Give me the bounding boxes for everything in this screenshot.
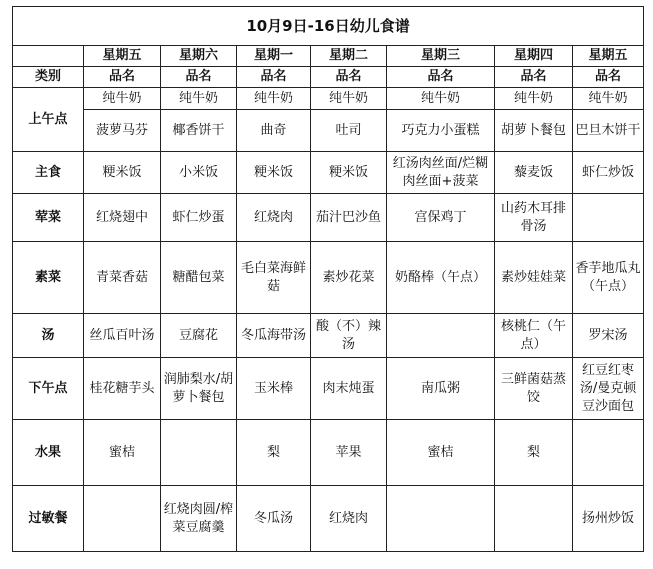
menu-cell: 梨 bbox=[495, 420, 573, 486]
menu-cell: 纯牛奶 bbox=[495, 88, 573, 110]
item-label: 品名 bbox=[161, 67, 237, 88]
menu-cell: 曲奇 bbox=[237, 110, 311, 152]
menu-cell: 山药木耳排骨汤 bbox=[495, 194, 573, 242]
category-cell: 主食 bbox=[13, 152, 84, 194]
menu-cell bbox=[161, 420, 237, 486]
menu-cell: 润肺梨水/胡萝卜餐包 bbox=[161, 358, 237, 420]
item-label: 品名 bbox=[387, 67, 495, 88]
category-cell: 过敏餐 bbox=[13, 486, 84, 552]
category-cell: 素菜 bbox=[13, 242, 84, 314]
menu-row-staple bbox=[13, 152, 644, 194]
menu-cell: 纯牛奶 bbox=[161, 88, 237, 110]
menu-cell: 小米饭 bbox=[161, 152, 237, 194]
menu-cell: 粳米饭 bbox=[84, 152, 161, 194]
menu-cell: 扬州炒饭 bbox=[573, 486, 644, 552]
menu-cell: 冬瓜汤 bbox=[237, 486, 311, 552]
menu-cell: 肉末炖蛋 bbox=[311, 358, 387, 420]
category-cell: 汤 bbox=[13, 314, 84, 358]
menu-cell: 巴旦木饼干 bbox=[573, 110, 644, 152]
menu-cell: 纯牛奶 bbox=[573, 88, 644, 110]
menu-cell: 玉米棒 bbox=[237, 358, 311, 420]
menu-cell: 菠萝马芬 bbox=[84, 110, 161, 152]
menu-cell bbox=[573, 420, 644, 486]
menu-cell: 酸（不）辣汤 bbox=[311, 314, 387, 358]
menu-cell: 胡萝卜餐包 bbox=[495, 110, 573, 152]
menu-title: 10月9日-16日幼儿食谱 bbox=[13, 7, 644, 46]
menu-row-afternoon-snack bbox=[13, 358, 644, 420]
menu-cell: 糖醋包菜 bbox=[161, 242, 237, 314]
day-header: 星期三 bbox=[387, 46, 495, 67]
day-header: 星期六 bbox=[161, 46, 237, 67]
menu-cell: 虾仁炒蛋 bbox=[161, 194, 237, 242]
menu-cell bbox=[387, 314, 495, 358]
label-header-row bbox=[13, 67, 644, 88]
menu-row-morning-snack-food bbox=[13, 110, 644, 152]
day-header: 星期五 bbox=[84, 46, 161, 67]
menu-cell: 茄汁巴沙鱼 bbox=[311, 194, 387, 242]
menu-cell: 虾仁炒饭 bbox=[573, 152, 644, 194]
day-header: 星期五 bbox=[573, 46, 644, 67]
item-label: 品名 bbox=[573, 67, 644, 88]
menu-cell: 奶酪棒（午点） bbox=[387, 242, 495, 314]
menu-cell: 藜麦饭 bbox=[495, 152, 573, 194]
menu-row-morning-snack bbox=[13, 88, 644, 110]
menu-cell: 青菜香菇 bbox=[84, 242, 161, 314]
menu-cell: 纯牛奶 bbox=[311, 88, 387, 110]
menu-cell: 纯牛奶 bbox=[387, 88, 495, 110]
menu-cell: 素炒花菜 bbox=[311, 242, 387, 314]
menu-cell: 红烧肉 bbox=[237, 194, 311, 242]
menu-cell: 香芋地瓜丸（午点） bbox=[573, 242, 644, 314]
menu-cell: 冬瓜海带汤 bbox=[237, 314, 311, 358]
menu-table bbox=[12, 6, 644, 552]
menu-cell: 红豆红枣汤/曼克顿豆沙面包 bbox=[573, 358, 644, 420]
item-label: 品名 bbox=[84, 67, 161, 88]
menu-cell: 桂花糖芋头 bbox=[84, 358, 161, 420]
menu-cell: 核桃仁（午点） bbox=[495, 314, 573, 358]
menu-row-meat bbox=[13, 194, 644, 242]
menu-cell: 吐司 bbox=[311, 110, 387, 152]
menu-cell: 豆腐花 bbox=[161, 314, 237, 358]
menu-cell: 南瓜粥 bbox=[387, 358, 495, 420]
menu-cell: 丝瓜百叶汤 bbox=[84, 314, 161, 358]
menu-cell: 素炒娃娃菜 bbox=[495, 242, 573, 314]
menu-cell: 宫保鸡丁 bbox=[387, 194, 495, 242]
corner-cell bbox=[13, 46, 84, 67]
menu-cell: 罗宋汤 bbox=[573, 314, 644, 358]
menu-cell bbox=[387, 486, 495, 552]
menu-row-vegetable bbox=[13, 242, 644, 314]
day-header: 星期四 bbox=[495, 46, 573, 67]
menu-cell: 毛白菜海鲜菇 bbox=[237, 242, 311, 314]
item-label: 品名 bbox=[237, 67, 311, 88]
menu-cell: 红汤肉丝面/烂糊肉丝面+菠菜 bbox=[387, 152, 495, 194]
menu-cell: 蜜桔 bbox=[387, 420, 495, 486]
menu-cell: 蜜桔 bbox=[84, 420, 161, 486]
category-cell: 水果 bbox=[13, 420, 84, 486]
day-header: 星期二 bbox=[311, 46, 387, 67]
category-cell: 下午点 bbox=[13, 358, 84, 420]
menu-row-fruit bbox=[13, 420, 644, 486]
menu-cell: 纯牛奶 bbox=[237, 88, 311, 110]
menu-row-soup bbox=[13, 314, 644, 358]
menu-cell: 红烧翅中 bbox=[84, 194, 161, 242]
menu-cell bbox=[495, 486, 573, 552]
menu-row-allergy-meal bbox=[13, 486, 644, 552]
category-label: 类别 bbox=[13, 67, 84, 88]
day-header-row bbox=[13, 46, 644, 67]
menu-cell: 苹果 bbox=[311, 420, 387, 486]
item-label: 品名 bbox=[495, 67, 573, 88]
title-row bbox=[13, 7, 644, 46]
menu-cell: 红烧肉 bbox=[311, 486, 387, 552]
menu-cell: 巧克力小蛋糕 bbox=[387, 110, 495, 152]
menu-cell: 梨 bbox=[237, 420, 311, 486]
item-label: 品名 bbox=[311, 67, 387, 88]
category-cell: 荤菜 bbox=[13, 194, 84, 242]
menu-cell: 纯牛奶 bbox=[84, 88, 161, 110]
day-header: 星期一 bbox=[237, 46, 311, 67]
menu-cell: 椰香饼干 bbox=[161, 110, 237, 152]
menu-cell bbox=[84, 486, 161, 552]
menu-cell: 三鲜菌菇蒸饺 bbox=[495, 358, 573, 420]
menu-cell bbox=[573, 194, 644, 242]
menu-cell: 粳米饭 bbox=[311, 152, 387, 194]
menu-cell: 红烧肉圆/榨菜豆腐羹 bbox=[161, 486, 237, 552]
category-cell: 上午点 bbox=[13, 88, 84, 152]
menu-cell: 粳米饭 bbox=[237, 152, 311, 194]
